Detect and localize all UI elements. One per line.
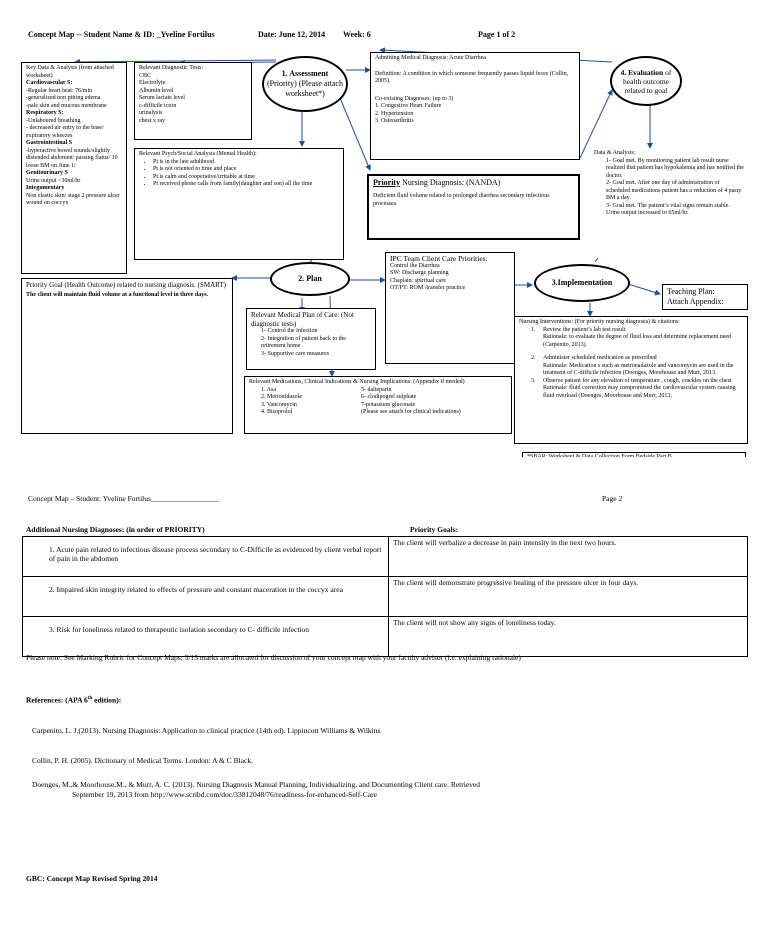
priority-label-rest: Nursing Diagnosis: (NANDA): [400, 178, 501, 187]
reference-item-continued: September 19, 2013 from http://www.scribd.com/doc/33812048/76/readiness-for-enhanced-Self-Care: [72, 790, 377, 799]
priority-label: Priority: [373, 178, 401, 187]
medication-item: (Please see attach for clinical indications): [361, 409, 461, 415]
psychosocial-item: • Pt is in the late adulthood: [153, 159, 339, 167]
admitting-diagnosis-box: [370, 52, 580, 160]
diagnostic-test-item: Electrolyte: [139, 80, 166, 86]
teaching-plan-box: [662, 284, 748, 310]
medication-item: 7-potassium gluconate: [361, 401, 416, 408]
plan-title: 2. Plan: [298, 274, 322, 283]
intervention-number: 1.: [531, 326, 536, 333]
genitourinary-line-1: Urine output <30ml/hr: [26, 177, 81, 184]
ipc-item: Control the Diarrhea: [390, 262, 440, 269]
intervention-item: [519, 378, 743, 401]
goal-cell: The client will demonstrate progressive healing of the pressure ulcer in four days.: [389, 577, 748, 617]
additional-diagnoses-table: [22, 536, 748, 657]
psychosocial-item: • Pt is not oriented to time and place: [153, 166, 339, 174]
additional-diagnoses-heading: Additional Nursing Diagnoses: (in order of PRIORITY): [26, 525, 205, 534]
diagnostic-tests-heading: Relevant Diagnostic Tests:: [139, 65, 204, 71]
diagnostic-test-item: Serum lactate level: [139, 95, 185, 101]
medication-item: 3. Vancomycin: [261, 401, 297, 408]
genitourinary-title: Genitourinary S: [26, 170, 68, 176]
reference-item: Collin, P. H. (2005). Dictionary of Medical Terms. London: A & C Black.: [32, 756, 253, 765]
assessment-title: 1. Assessment: [281, 69, 329, 78]
teaching-plan-line2: Attach Appendix:: [667, 297, 724, 306]
data-analysis-box: [590, 148, 748, 258]
respiratory-line-1: -Unlaboured breathing: [26, 117, 81, 124]
ipc-heading: IPC Team Client Care Priorities:: [390, 254, 488, 263]
diagnostic-tests-box: [134, 62, 252, 140]
evaluation-rest: of health outcome related to goal: [622, 67, 672, 95]
intervention-text: Observe patient for any elevation of temperature , cough, crackles on the chest: [543, 377, 732, 384]
teaching-plan-line1: Teaching Plan:: [667, 287, 715, 296]
intervention-rationale: Rationale: to evaluate the degree of fluid loss and determine replacement need (Carpenito, 2013).: [543, 334, 732, 348]
implementation-node: [534, 264, 630, 302]
interventions-cutoff-line: *SBAR: Worksheet & Data Collection Form Bedside Part B: [522, 452, 746, 457]
intervention-text: Review the patient’s lab test result: [543, 326, 626, 333]
ipc-team-box: [385, 252, 515, 364]
key-data-analysis-box: [21, 62, 127, 274]
key-data-heading: Key Data & Analysis (from attached worksheet): [26, 65, 114, 79]
diagnosis-cell: 1. Acute pain related to infectious disease process secondary to C-Difficile as evidenced by client verbal report of pain in the abdomen: [23, 537, 389, 577]
references-heading-sup: th: [87, 696, 93, 701]
integumentary-line-1: Non elastic skin/ stage 2 pressure ulcer wound on coccyx: [26, 192, 120, 206]
gastrointestinal-line-1: -hyperactive bowel sounds/slightly distended abdomen/ passing flatus/ 10 loose BM on June 1/: [26, 147, 118, 169]
page1-header-week: Week: 6: [343, 30, 371, 39]
medical-plan-item: 2- Integration of patient back to the retirement home: [261, 335, 346, 349]
diagnosis-cell: 2. Impaired skin integrity related to effects of pressure and constant maceration in the coccyx area: [23, 577, 389, 617]
gastrointestinal-title: Gastrointestinal S: [26, 140, 73, 146]
goal-cell: The client will verbalize a decrease in pain intensity in the next two hours.: [389, 537, 748, 577]
evaluation-title: 4. Evaluation: [620, 67, 664, 77]
medical-plan-item: 3- Supportive care measures: [261, 350, 330, 357]
references-heading-text: References: (APA 6: [26, 695, 88, 705]
coexisting-item: 2. Hypertension: [375, 110, 414, 117]
reference-item: Doenges, M.,& Moorhouse,M., & Murr, A. C. (2013). Nursing Diagnosis Manual Planning, Individualizing, and Documenting Client care. Retrieved: [32, 780, 480, 789]
priority-nursing-diagnosis-box: [367, 174, 580, 240]
medications-box: [244, 376, 512, 434]
intervention-number: 2.: [531, 355, 536, 361]
priority-goal-heading: Priority Goal (Health Outcome) related to nursing diagnosis. (SMART): [26, 281, 227, 289]
medication-item: 2. Metronidazole: [261, 394, 302, 400]
data-analysis-item: 3- Goal met. The patient’s vital signs remain stable. Urine output increased to 65ml/hr.: [606, 202, 730, 216]
page2-header: Concept Map – Student: Yveline Fortilus__________________: [28, 494, 219, 503]
evaluation-node: [610, 56, 682, 106]
data-analysis-item: 2- Goal met. After one day of administration of scheduled medications patient has a reduction of 4 pasty BM a day.: [606, 180, 742, 201]
priority-goal-text: The client will maintain fluid volume at a functional level in three days.: [26, 291, 209, 298]
table-row: [23, 537, 748, 577]
medication-item: 5- dalteparin: [361, 386, 392, 393]
priority-goals-heading: Priority Goals:: [410, 525, 459, 534]
medication-item: 1. Asa: [261, 386, 276, 393]
respiratory-title: Respiratory S:: [26, 110, 64, 116]
coexisting-item: 1. Congestive Heart Failure: [375, 103, 442, 109]
page2-number: Page 2: [602, 494, 623, 503]
table-row: [23, 617, 748, 657]
implementation-title: 3.Implementation: [551, 278, 613, 287]
page2-footer: GBC: Concept Map Revised Spring 2014: [26, 874, 158, 883]
admitting-definition: Definition: A condition in which someone frequently passes liquid feces (Collin, 2005).: [375, 70, 569, 84]
diagnostic-test-item: c-difficile toxin: [139, 102, 177, 109]
priority-diagnosis-text: Deficient fluid volume related to prolonged diarrhea secondary infectious processes.: [373, 193, 550, 207]
psychosocial-item: • Pt received phone calls from family(daughter and son) all the time: [153, 181, 339, 189]
medical-plan-item: 1- Control the infection: [261, 328, 318, 334]
data-analysis-heading: Data & Analysis:: [594, 150, 636, 156]
intervention-number: 3.: [531, 377, 536, 384]
coexisting-heading: Co-existing Diagnoses: (up to 3): [375, 95, 454, 102]
page1-header-title: Concept Map -- Student Name & ID: _Yveline Fortilus: [28, 30, 215, 39]
page1-header-date: Date: June 12, 2014: [258, 30, 326, 39]
medications-heading: Relevant Medications, Clinical Indications & Nursing Implications: (Appendix if needed): [249, 379, 465, 385]
diagnostic-test-item: chest x ray: [139, 117, 165, 124]
psychosocial-heading: Relevant Psych/Social Analysis (Mental Health):: [139, 151, 257, 157]
assessment-body: (Priority) (Please attach worksheet*): [267, 79, 343, 98]
reference-item: Carpenito, L. J.(2013). Nursing Diagnosis: Application to clinical practice (14th ed). Lippincott Williams & Wilkins: [32, 726, 381, 735]
psychosocial-box: [134, 148, 344, 260]
diagnostic-test-item: CBC: [139, 72, 152, 79]
plan-node: [270, 262, 350, 296]
intervention-text: Administer scheduled medication as prescribed: [543, 355, 657, 361]
ipc-item: SW: Discharge planning: [390, 270, 449, 276]
ipc-item: Chaplain: spiritual care: [390, 277, 446, 284]
admitting-diagnosis-line: Admitting Medical Diagnosis: Acute Diarrhea: [375, 55, 486, 61]
cardiovascular-line-1: -Regular heart beat: 76/min: [26, 87, 93, 94]
cardiovascular-title: Cardiovascular S:: [26, 80, 73, 86]
nursing-interventions-box: [514, 316, 748, 444]
references-heading-tail: edition):: [92, 695, 122, 705]
interventions-heading: Nursing Interventions: (For priority nursing diagnosis) & citations:: [519, 319, 680, 325]
intervention-item: [519, 355, 743, 378]
diagnostic-test-item: Albumin level: [139, 87, 174, 94]
medication-item: 6- clodipogrel sulphate: [361, 394, 417, 400]
integumentary-title: Integumentary: [26, 185, 65, 191]
priority-goal-box: [21, 278, 233, 434]
ipc-item: OT/PT: ROM /transfer practice: [390, 285, 466, 291]
medical-plan-box: [246, 308, 376, 370]
cardiovascular-line-2: -generalized non pitting edema: [26, 95, 101, 101]
diagnostic-test-item: urinalysis: [139, 110, 163, 116]
goal-cell: The client will not show any signs of loneliness today.: [389, 617, 748, 657]
medical-plan-heading: Relevant Medical Plan of Care: (Not diagnostic tests): [251, 311, 354, 328]
table-row: [23, 577, 748, 617]
coexisting-item: 3. Osteoarthritis: [375, 118, 414, 124]
assessment-node: [262, 56, 348, 112]
marking-note: Please note: See Marking Rubric for Concept Maps; 3/15 marks are allocated for discussion of your concept map with your faculty advisor (i.e. explaining rationale): [26, 653, 521, 662]
references-heading: [26, 694, 121, 706]
intervention-item: [519, 327, 743, 350]
psychosocial-item: • Pt is calm and cooperative/irritable at time: [153, 174, 339, 182]
diagnosis-cell: 3. Risk for loneliness related to therapeutic isolation secondary to C- difficile infection: [23, 617, 389, 657]
respiratory-line-2: - decreased air entry to the base/ expiratory wheezes: [26, 125, 104, 139]
medication-item: 4. Bisoprolol: [261, 409, 293, 415]
intervention-rationale: Rationale: Medication s such as metronadazole and vancomycin are used in the treatment of C-difficile infection (Doenges, Moorhouse and Murr, 2013.: [543, 362, 734, 376]
intervention-rationale: Rationale: fluid correction may compromised the cardiovascular system causing fluid overload (Doenges, Moorhouse and Murr, 2013,: [543, 385, 736, 399]
data-analysis-item: 1- Goal met. By monitoring patient lab result nurse realized that patient has hypokalemia and has notified the doctor.: [606, 157, 744, 179]
page1-header-page: Page 1 of 2: [478, 30, 516, 39]
cardiovascular-line-3: -pale skin and mucous membrane: [26, 102, 107, 109]
